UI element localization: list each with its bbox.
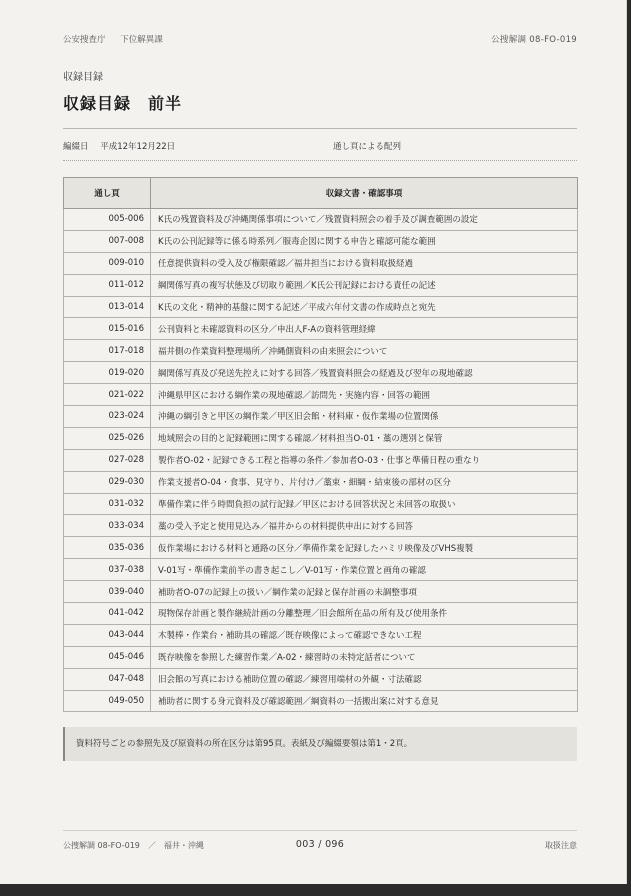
page-range: 013-014 xyxy=(64,296,151,318)
agency-name: 公安捜査庁 xyxy=(63,35,106,45)
table-body xyxy=(64,209,578,712)
entry-description: 綱関係写真の複写状態及び切取り範囲／K氏公刊記録における責任の記述 xyxy=(151,274,578,296)
table-row xyxy=(64,318,578,340)
table-row xyxy=(64,603,578,625)
page-header xyxy=(63,33,577,45)
table-row xyxy=(64,624,578,646)
page-number: 003 / 096 xyxy=(295,839,345,850)
page-range: 017-018 xyxy=(64,340,151,362)
page-range: 041-042 xyxy=(64,603,151,625)
table-row xyxy=(64,362,578,384)
footer-separator: ／ xyxy=(147,841,156,850)
order-note: 通し頁による配列 xyxy=(333,142,402,152)
table-row xyxy=(64,515,578,537)
page-range: 049-050 xyxy=(64,690,151,712)
date-value: 平成12年12月22日 xyxy=(100,142,176,152)
division-name: 下位解異課 xyxy=(120,35,163,45)
page-range: 005-006 xyxy=(64,209,151,231)
page-range: 023-024 xyxy=(64,406,151,428)
page-range: 027-028 xyxy=(64,449,151,471)
meta-line xyxy=(63,140,577,152)
table-row xyxy=(64,296,578,318)
page-range: 031-032 xyxy=(64,493,151,515)
page-range: 021-022 xyxy=(64,384,151,406)
table-row xyxy=(64,384,578,406)
table-row xyxy=(64,646,578,668)
entry-description: 藁の受入予定と使用見込み／福井からの材料提供申出に対する回答 xyxy=(151,515,578,537)
entry-description: 仮作業場における材料と通路の区分／準備作業を記録したハミリ映像及びVHS複製 xyxy=(151,537,578,559)
page-range: 047-048 xyxy=(64,668,151,690)
page-range: 025-026 xyxy=(64,427,151,449)
page-range: 043-044 xyxy=(64,624,151,646)
table-row xyxy=(64,668,578,690)
entry-description: K氏の残置資料及び沖縄関係事項について／残置資料照会の着手及び調査範囲の設定 xyxy=(151,209,578,231)
header-doc-code: 公捜解調 08-FO-019 xyxy=(491,35,577,45)
entry-description: 現物保存計画と製作継続計画の分離整理／旧会館所在品の所有及び使用条件 xyxy=(151,603,578,625)
entry-description: 作業支援者O-04・食事、見守り、片付け／藁束・細綱・結束後の部材の区分 xyxy=(151,471,578,493)
entry-description: 準備作業に伴う時間負担の試行記録／甲区における回答状況と未回答の取扱い xyxy=(151,493,578,515)
table-row xyxy=(64,471,578,493)
table-row xyxy=(64,559,578,581)
table-row xyxy=(64,274,578,296)
entry-description: 福井側の作業資料整理場所／沖縄側資料の由来照会について xyxy=(151,340,578,362)
section-subtitle: 収録目録 xyxy=(63,72,103,83)
page-range: 009-010 xyxy=(64,252,151,274)
date-label: 編綴日 xyxy=(63,142,89,152)
table-row xyxy=(64,209,578,231)
page-range: 039-040 xyxy=(64,581,151,603)
entry-description: 補助者に関する身元資料及び確認範囲／綱資料の一括搬出案に対する意見 xyxy=(151,690,578,712)
contents-table xyxy=(63,177,578,712)
column-header-description: 収録文書・確認事項 xyxy=(151,178,578,209)
entry-description: 製作者O-02・記録できる工程と指導の条件／参加者O-03・仕事と準備日程の重なり xyxy=(151,449,578,471)
page-range: 035-036 xyxy=(64,537,151,559)
entry-description: 沖縄の綱引きと甲区の綱作業／甲区旧会館・材料庫・仮作業場の位置関係 xyxy=(151,406,578,428)
table-row xyxy=(64,449,578,471)
entry-description: K氏の公刊記録等に係る時系列／服毒企図に関する申告と確認可能な範囲 xyxy=(151,230,578,252)
entry-description: V-01写・準備作業前半の書き起こし／V-01写・作業位置と画角の確認 xyxy=(151,559,578,581)
entry-description: 既存映像を参照した練習作業／A-02・練習時の未特定話者について xyxy=(151,646,578,668)
table-row xyxy=(64,537,578,559)
page-range: 011-012 xyxy=(64,274,151,296)
table-row xyxy=(64,340,578,362)
table-row xyxy=(64,493,578,515)
page-range: 029-030 xyxy=(64,471,151,493)
table-row xyxy=(64,581,578,603)
handling-mark: 取扱注意 xyxy=(545,841,577,850)
table-row xyxy=(64,252,578,274)
meta-divider xyxy=(63,160,577,161)
entry-description: 綱関係写真及び発送先控えに対する回答／残置資料照会の経過及び翌年の現地確認 xyxy=(151,362,578,384)
entry-description: 沖縄県甲区における綱作業の現地確認／訪問先・実施内容・回答の範囲 xyxy=(151,384,578,406)
footer-location: 福井・沖縄 xyxy=(163,841,204,850)
page-title: 収録目録 前半 xyxy=(63,94,183,113)
entry-description: 木製棒・作業台・補助具の確認／既存映像によって確認できない工程 xyxy=(151,624,578,646)
entry-description: 旧会館の写真における補助位置の確認／練習用端材の外観・寸法確認 xyxy=(151,668,578,690)
entry-description: 地域照会の目的と記録範囲に関する確認／材料担当O-01・藁の選別と保管 xyxy=(151,427,578,449)
page-range: 015-016 xyxy=(64,318,151,340)
entry-description: K氏の文化・精神的基盤に関する記述／平成六年付文書の作成時点と宛先 xyxy=(151,296,578,318)
entry-description: 公刊資料と未確認資料の区分／申出人F-Aの資料管理経緯 xyxy=(151,318,578,340)
reference-note: 資料符号ごとの参照先及び原資料の所在区分は第95頁。表紙及び編綴要領は第1・2頁。 xyxy=(63,727,577,761)
page-range: 007-008 xyxy=(64,230,151,252)
table-row xyxy=(64,406,578,428)
page-range: 033-034 xyxy=(64,515,151,537)
page-range: 045-046 xyxy=(64,646,151,668)
entry-description: 任意提供資料の受入及び権限確認／福井担当における資料取扱経過 xyxy=(151,252,578,274)
table-row xyxy=(64,427,578,449)
column-header-pages: 通し頁 xyxy=(64,178,151,209)
page-range: 037-038 xyxy=(64,559,151,581)
viewer-background xyxy=(0,884,631,896)
table-header-row xyxy=(64,178,578,209)
entry-description: 補助者O-07の記録上の扱い／綱作業の記録と保存計画の未調整事項 xyxy=(151,581,578,603)
footer-divider xyxy=(63,830,577,831)
table-row xyxy=(64,690,578,712)
table-row xyxy=(64,230,578,252)
page-range: 019-020 xyxy=(64,362,151,384)
title-divider xyxy=(63,128,577,129)
footer-doc-code: 公捜解調 08-FO-019 xyxy=(63,841,140,850)
page-footer xyxy=(63,840,577,851)
